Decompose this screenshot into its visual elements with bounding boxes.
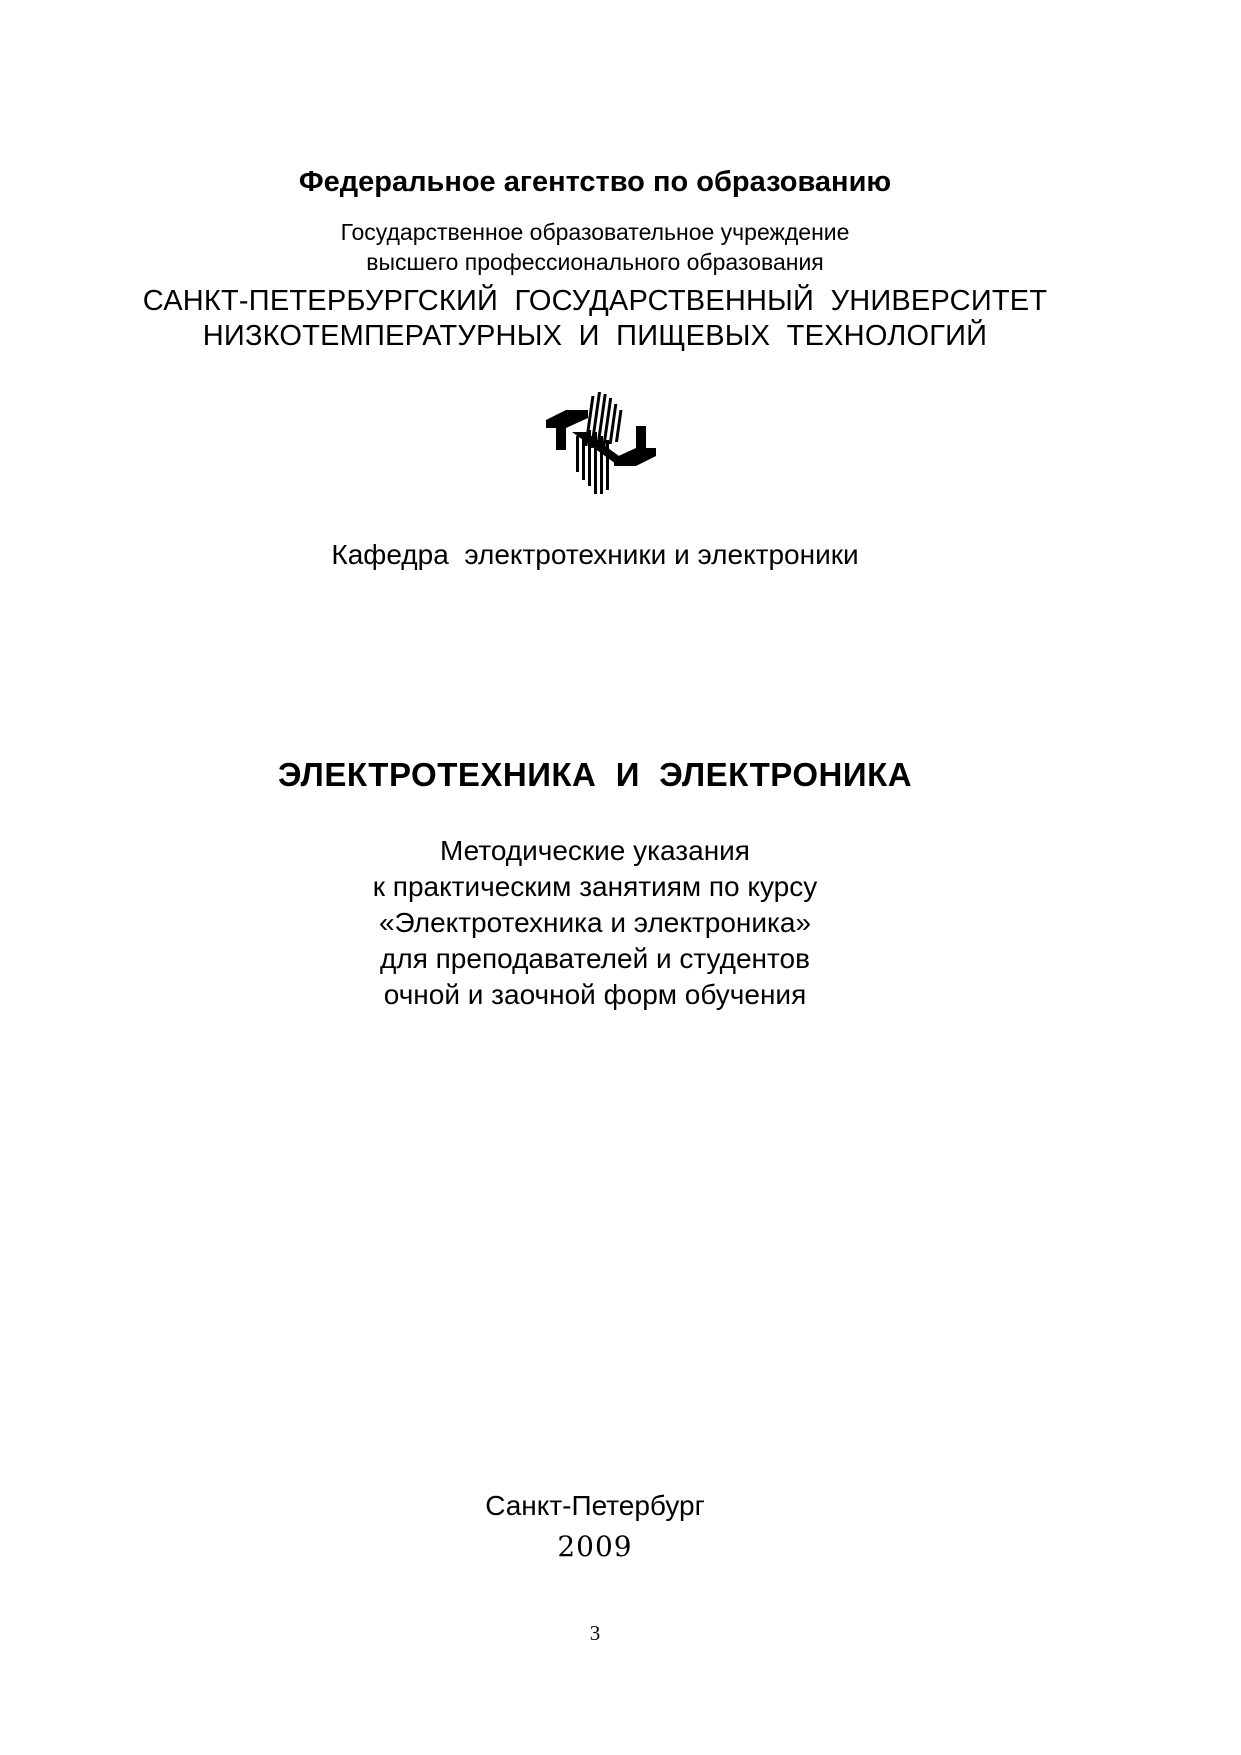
- institution-line-2: высшего профессионального образования: [366, 249, 824, 275]
- subtitle-line: очной и заочной форм обучения: [383, 979, 807, 1010]
- subtitle-line: к практическим занятиям по курсу: [372, 871, 818, 902]
- document-title: ЭЛЕКТРОТЕХНИКА И ЭЛЕКТРОНИКА: [277, 756, 913, 793]
- department-name: Кафедра электротехники и электроники: [331, 539, 859, 570]
- publication-city: Санкт-Петербург: [485, 1490, 705, 1521]
- subtitle-line: «Электротехника и электроника»: [378, 907, 812, 938]
- institution-type: [0, 217, 1190, 277]
- page-number: 3: [589, 1621, 601, 1645]
- university-line-1: САНКТ-ПЕТЕРБУРГСКИЙ ГОСУДАРСТВЕННЫЙ УНИВЕРСИТЕТ: [142, 285, 1048, 317]
- document-subtitle: [0, 833, 1190, 1013]
- university-line-2: НИЗКОТЕМПЕРАТУРНЫХ И ПИЩЕВЫХ ТЕХНОЛОГИЙ: [202, 320, 988, 352]
- institution-line-1: Государственное образовательное учреждение: [340, 219, 850, 245]
- subtitle-line: Методические указания: [440, 835, 750, 866]
- agency-name: Федеральное агентство по образованию: [298, 166, 892, 198]
- subtitle-line: для преподавателей и студентов: [380, 943, 810, 974]
- university-name: [0, 284, 1190, 354]
- publication-year: 2009: [557, 1530, 633, 1563]
- university-emblem-icon: [546, 392, 656, 496]
